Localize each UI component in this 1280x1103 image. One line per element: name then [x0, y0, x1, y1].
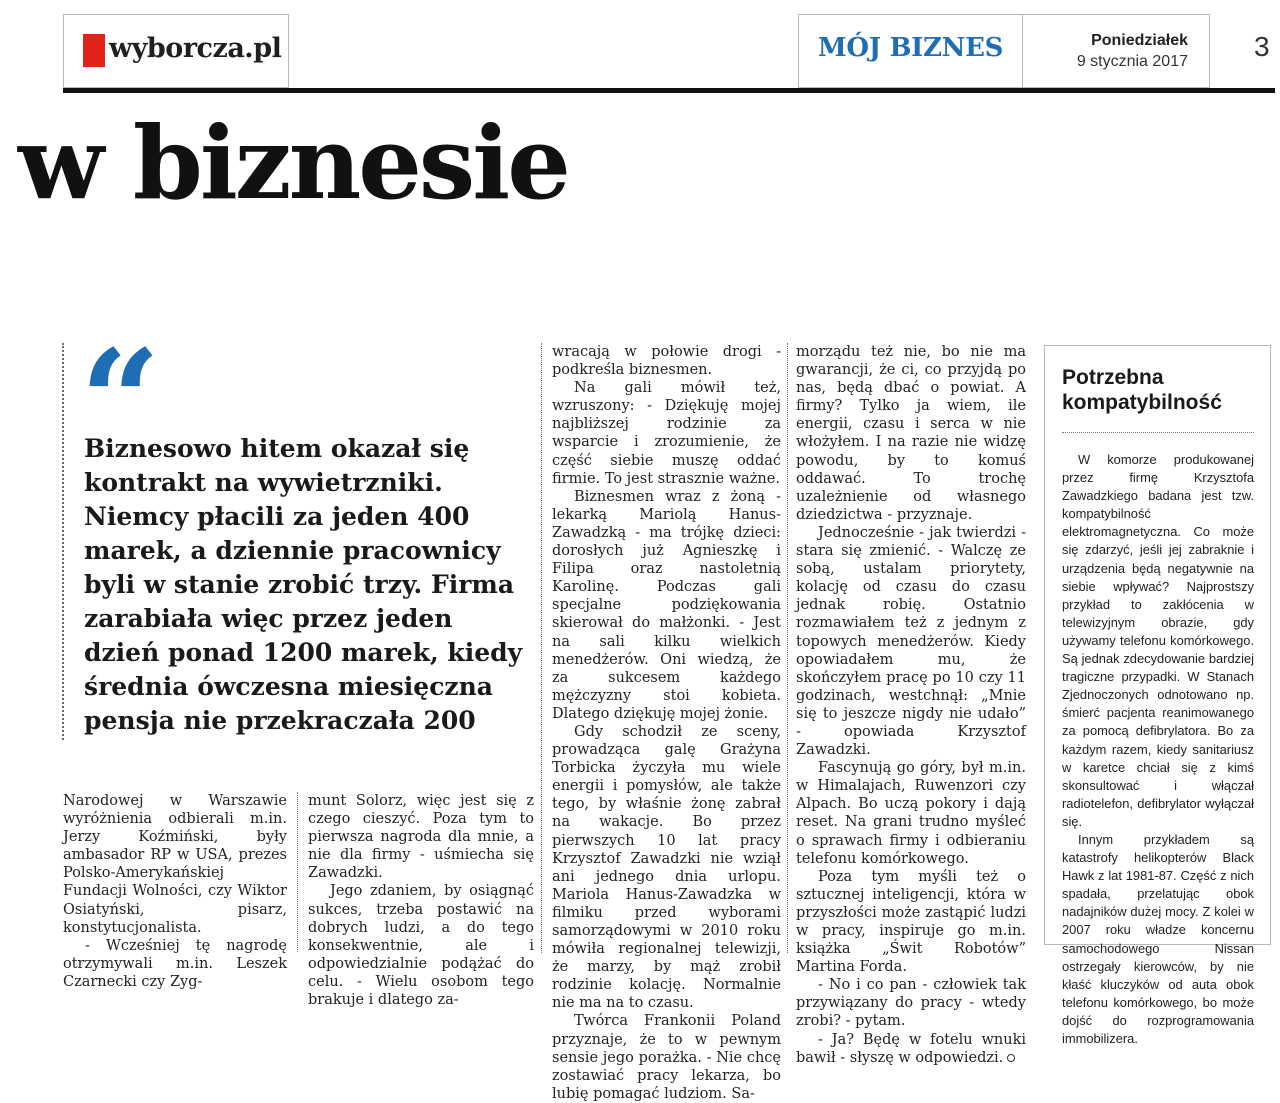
page-number: 3 — [1254, 31, 1270, 62]
paragraph: Narodowej w Warszawie wyróżnienia odbierali m.in. Jerzy Koźmiński, były ambasador RP w USA, prezes Polsko-Amerykańskiej Fundacji Wolności, czy Wiktor Osiatyński, pisarz, konstytucjonalista. — [63, 793, 287, 936]
date-box — [1023, 14, 1210, 88]
article-column-2 — [308, 792, 534, 1009]
section-label: MÓJ BIZNES — [817, 33, 1004, 63]
paragraph: Twórca Frankonii Poland przyznaje, że to w pewnym sensie jego porażka. - Nie chcę zostawiać pracy lekarza, bo lubię pomagać ludziom. Sa- — [552, 1013, 781, 1102]
logo-text[interactable]: wyborcza.pl — [109, 33, 282, 64]
column-divider — [787, 343, 788, 953]
paragraph: morządu też nie, bo nie ma gwarancji, że ci, co przyjdą po nas, będą dbać o powiat. A firmy? Tylko ja wiem, ile energii, czasu i serca w nie włożyłem. I na razie nie widzę powodu, by to komuś oddawać. To trochę uzależnienie od własnego dziedzictwa - przyznaje. — [796, 344, 1026, 523]
end-of-article-icon — [1007, 1054, 1015, 1062]
paragraph: Jego zdaniem, by osiągnąć sukces, trzeba postawić na dobrych ludzi, a do tego konsekwentnie, ale i odpowiedzialnie podążać do celu. - Wielu osobom tego brakuje i dlatego za- — [308, 883, 534, 1009]
article-column-3 — [552, 343, 781, 1103]
paragraph: Na gali mówił też, wzruszony: - Dziękuję mojej najbliższej rodzinie za wsparcie i zrozumienie, że część siebie muszę oddać firmie. To jest strasznie ważne. — [552, 380, 781, 487]
pull-quote-border — [62, 343, 64, 740]
logo-red-square-icon — [83, 34, 105, 67]
paragraph: Jednocześnie - jak twierdzi - stara się zmienić. - Walczę ze sobą, ustalam priorytety, kolację od czasu do czasu jednak robię. Ostatnio rozmawiałem też z jednym z topowych menedżerów. Kiedy opowiadałem mu, że skończyłem pracę po 10 czy 11 godzinach, westchnął: „Mnie się to jeszcze nigdy nie udało” - opowiada Krzysztof Zawadzki. — [796, 524, 1026, 759]
issue-day: Poniedziałek — [1091, 32, 1188, 49]
quote-mark-icon: “ — [80, 320, 161, 484]
paragraph-last — [796, 1031, 1026, 1067]
paragraph: wracają w połowie drogi - podkreśla biznesmen. — [552, 344, 781, 379]
headline: w biznesie — [18, 104, 568, 222]
paragraph: - No i co pan - człowiek tak przywiązany do pracy - wtedy zrobi? - pytam. — [796, 977, 1026, 1030]
sidebar-paragraph: Innym przykładem są katastrofy helikopterów Black Hawk z lat 1981-87. Część z nich spadała, przelatując obok nadajników dużej mocy. Z kolei w 2007 roku władze koncernu samochodowego Nissan ostrzegały kierowców, by nie kłaść kluczyków od auta obok telefonu komórkowego, bo może dojść do rozprogramowania immobilizera. — [1062, 831, 1254, 1046]
paragraph-text: - Ja? Będę w fotelu wnuki bawił - słyszę w odpowiedzi. — [796, 1031, 1026, 1066]
paragraph: Biznesmen wraz z żoną - lekarką Mariolą Hanus-Zawadzką - ma trójkę dzieci: dorosłych już Agnieszkę i Filipa oraz nastoletnią Karolinę. Podczas gali specjalne podziękowania skierował do małżonki. - Jest na sali kilku wielkich menedżerów. Oni wiedzą, że za sukcesem każdego mężczyzny stoi kobieta. Dlatego dziękuję mojej żonie. — [552, 488, 781, 722]
header-rule — [63, 88, 1275, 93]
column-divider — [297, 792, 298, 952]
paragraph: Poza tym myśli też o sztucznej inteligencji, która w przyszłości może zastąpić ludzi w pracy, inspiruje go m.in. książka „Świt Robotów” Martina Forda. — [796, 868, 1026, 976]
sidebar-divider — [1062, 432, 1254, 433]
sidebar-title: Potrzebna kompatybilność — [1062, 366, 1222, 414]
paragraph: - Wcześniej tę nagrodę otrzymywali m.in. Leszek Czarnecki czy Zyg- — [63, 937, 287, 990]
issue-date: 9 stycznia 2017 — [1076, 53, 1188, 70]
paragraph: Gdy schodził ze sceny, prowadząca galę Grażyna Torbicka życzyła mu wiele energii i pomysłów, ale także tego, by właśnie żonę zabrał na wakacje. Bo przez pierwszych 10 lat pracy Krzysztof Zawadzki nie wziął ani jednego dnia urlopu. Mariola Hanus-Zawadzka w filmiku przed wyborami samorządowymi w 2010 roku mówiła regionalnej telewizji, że marzy, by mąż zrobił rodzinie kolację. Normalnie nie ma na to czasu. — [552, 723, 781, 1012]
sidebar-paragraph: W komorze produkowanej przez firmę Krzysztofa Zawadzkiego badana jest tzw. kompatybilność elektromagnetyczna. Co może się zdarzyć, jeśli jej zabraknie i urządzenia będą negatywnie na siebie wpływać? Najprostszy przykład to zakłócenia w telewizyjnym obrazie, gdy używamy telefonu komórkowego. Są jednak zdecydowanie bardziej tragiczne przypadki. W Stanach Zjednoczonych odnotowano np. śmierć pacjenta reanimowanego za pomocą defibrylatora. Bo za każdym razem, kiedy sanitariusz w karetce chciał się z kimś skonsultować i włączał radiotelefon, defibrylator wyłączał się. — [1062, 452, 1254, 829]
paragraph: Fascynują go góry, był m.in. w Himalajach, Ruwenzori czy Alpach. Bo uczą pokory i dają reset. Na grani trudno myśleć o sprawach firmy i odbieraniu telefonu komórkowego. — [796, 760, 1026, 867]
column-divider — [541, 343, 542, 953]
pull-quote: Biznesowo hitem okazał się kontrakt na wywietrzniki. Niemcy płacili za jeden 400 marek, a dziennie pracownicy byli w stanie zrobić trzy. Firma zarabiała więc przez jeden dzień ponad 1200 marek, kiedy średnia ówczesna miesięczna pensja nie przekraczała 200 — [84, 434, 523, 735]
article-column-1 — [63, 792, 287, 991]
paragraph: munt Solorz, więc jest się z czego cieszyć. Poza tym to pierwsza nagroda dla mnie, a nie dla firmy - uśmiecha się Zawadzki. — [308, 793, 534, 882]
sidebar-text — [1062, 451, 1254, 1048]
article-column-4 — [796, 343, 1026, 1067]
